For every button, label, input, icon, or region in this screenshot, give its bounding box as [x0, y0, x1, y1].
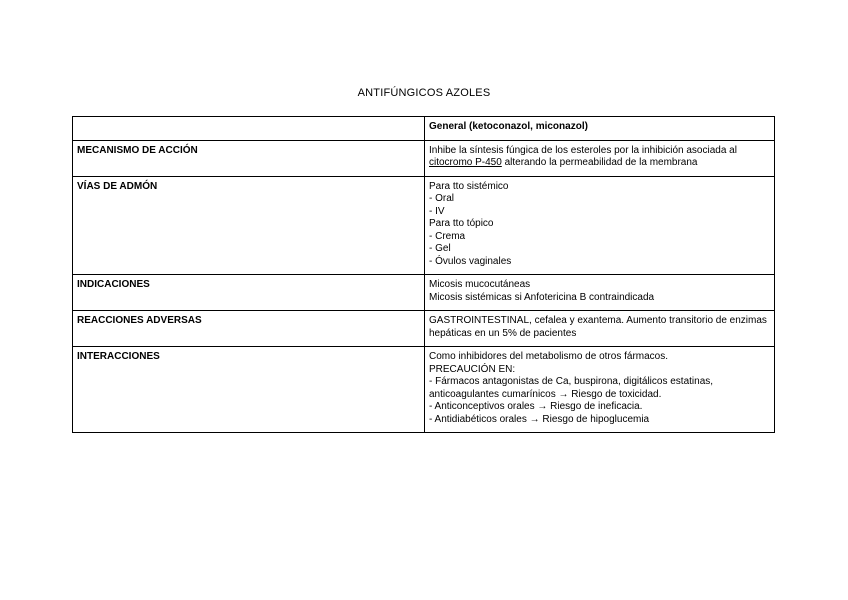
indicaciones-label: INDICACIONES [73, 275, 425, 311]
interacciones-line: - Antidiabéticos orales → Riesgo de hipoglucemia [429, 413, 650, 425]
table-row-indicaciones [73, 275, 775, 311]
interacciones-line: - Anticonceptivos orales → Riesgo de ineficacia. [429, 401, 643, 412]
interacciones-value [425, 347, 775, 433]
mecanismo-text-after: alterando la permeabilidad de la membrana [501, 157, 698, 168]
document-title: ANTIFÚNGICOS AZOLES [357, 87, 491, 99]
mecanismo-value [425, 140, 775, 176]
interacciones-line: Como inhibidores del metabolismo de otros fármacos. [429, 351, 668, 362]
table-row-reacciones [73, 311, 775, 347]
vias-line: - Óvulos vaginales [429, 255, 512, 267]
table-row-vias [73, 176, 775, 275]
table-header-row [73, 117, 775, 141]
header-empty-cell [73, 117, 425, 141]
interacciones-line: PRECAUCIÓN EN: [429, 363, 516, 375]
drug-table [72, 116, 775, 433]
vias-value [425, 176, 775, 275]
table-row-interacciones [73, 347, 775, 433]
vias-line: Para tto sistémico [429, 180, 509, 192]
reacciones-label: REACCIONES ADVERSAS [73, 311, 425, 347]
mecanismo-text-before: Inhibe la síntesis fúngica de los esteroles por la inhibición asociada al [429, 144, 737, 156]
vias-line: Para tto tópico [429, 218, 494, 229]
citocromo-link-text: citocromo P-450 [429, 157, 502, 168]
indicaciones-value [425, 275, 775, 311]
interacciones-line: - Fármacos antagonistas de Ca, buspirona, digitálicos estatinas, anticoagulantes cumarínicos → Riesgo de toxicidad. [429, 376, 714, 400]
vias-line: - Crema [429, 230, 466, 242]
indicaciones-line: Micosis mucocutáneas [429, 279, 531, 290]
mecanismo-label: MECANISMO DE ACCIÓN [73, 140, 425, 176]
header-general-cell: General (ketoconazol, miconazol) [425, 117, 775, 141]
reacciones-value: GASTROINTESTINAL, cefalea y exantema. Aumento transitorio de enzimas hepáticas en un 5% de pacientes [425, 311, 775, 347]
table-row-mecanismo [73, 140, 775, 176]
vias-line: - Gel [429, 243, 451, 254]
vias-label: VÍAS DE ADMÓN [73, 176, 425, 275]
vias-line: - IV [429, 205, 445, 217]
vias-line: - Oral [429, 193, 454, 204]
interacciones-label: INTERACCIONES [73, 347, 425, 433]
indicaciones-line: Micosis sistémicas si Anfotericina B contraindicada [429, 291, 655, 303]
